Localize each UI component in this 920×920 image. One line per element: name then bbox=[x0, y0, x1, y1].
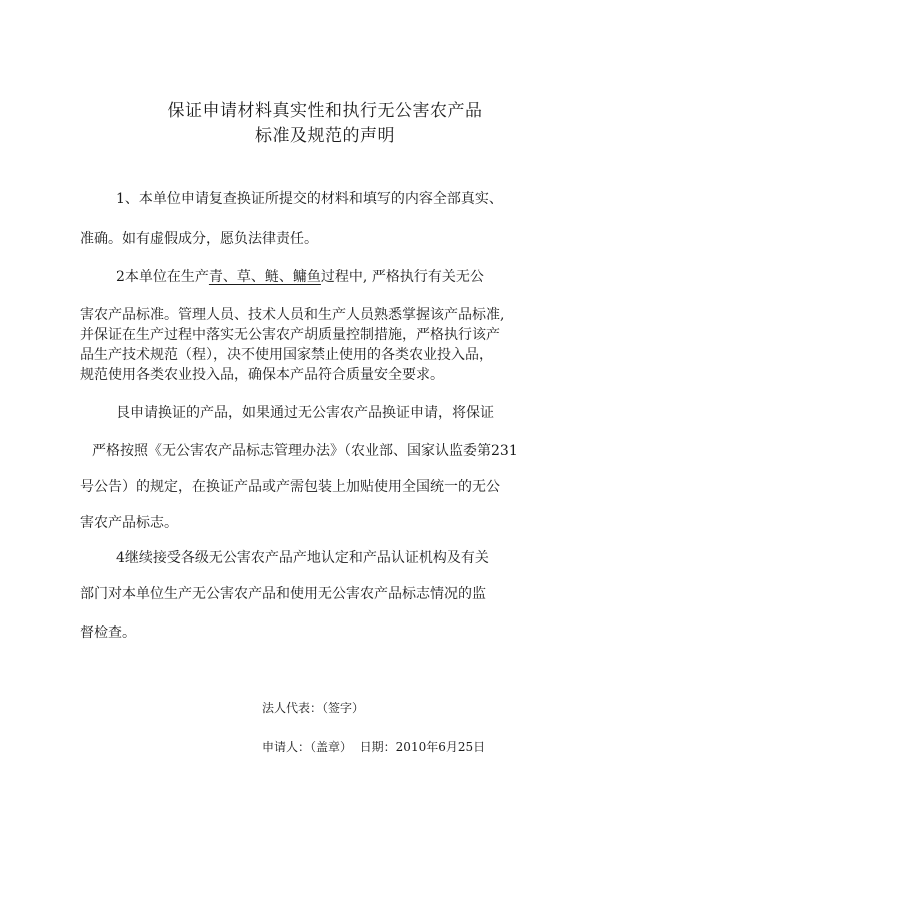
date-value: 2010年6月25日 bbox=[395, 740, 486, 754]
para3-line-4: 害农产品标志。 bbox=[80, 515, 178, 531]
document-title-line-2: 标准及规范的声明 bbox=[255, 126, 395, 146]
para2-prefix: 2本单位在生产 bbox=[116, 269, 209, 285]
para3-line-3: 号公告）的规定，在换证产品或产需包装上加贴使用全国统一的无公 bbox=[80, 479, 500, 495]
applicant-seal-line bbox=[262, 739, 485, 755]
para1-line-2: 准确。如有虚假成分，愿负法律责任。 bbox=[80, 231, 318, 247]
para3-line-1: 艮申请换证的产品，如果通过无公害农产品换证申请，将保证 bbox=[116, 405, 494, 421]
para3-line-2: 严格按照《无公害农产品标志管理办法》（农业部、国家认监委第231 bbox=[92, 443, 518, 459]
para2-line-3: 并保证在生产过程中落实无公害农产胡质量控制措施，严格执行该产 bbox=[80, 327, 500, 343]
product-list: 青、草、鲢、鳙鱼 bbox=[208, 269, 321, 285]
para1-line-1: 1、本单位申请复查换证所提交的材料和填写的内容全部真实、 bbox=[116, 191, 503, 207]
para2-line-5: 规范使用各类农业投入品，确保本产品符合质量安全要求。 bbox=[80, 367, 444, 383]
para2-line-2: 害农产品标准。管理人员、技术人员和生产人员熟悉掌握该产品标准, bbox=[80, 307, 505, 323]
para2-line-4: 品生产技术规范（程），决不使用国家禁止使用的各类农业投入品， bbox=[80, 347, 493, 363]
para4-line-3: 督检查。 bbox=[80, 625, 136, 641]
para2-line-1 bbox=[116, 268, 484, 286]
para2-suffix: 过程中, 严格执行有关无公 bbox=[320, 269, 484, 285]
document-title-line-1: 保证申请材料真实性和执行无公害农产品 bbox=[167, 101, 483, 121]
legal-representative-signature: 法人代表：（签字） bbox=[262, 701, 365, 715]
date-label: 日期： bbox=[359, 740, 396, 754]
applicant-label: 申请人：（盖章） bbox=[262, 740, 353, 754]
para4-line-1: 4继续接受各级无公害农产品产地认定和产品认证机构及有关 bbox=[116, 550, 489, 566]
para4-line-2: 部门对本单位生产无公害农产品和使用无公害农产品标志情况的监 bbox=[80, 586, 486, 602]
